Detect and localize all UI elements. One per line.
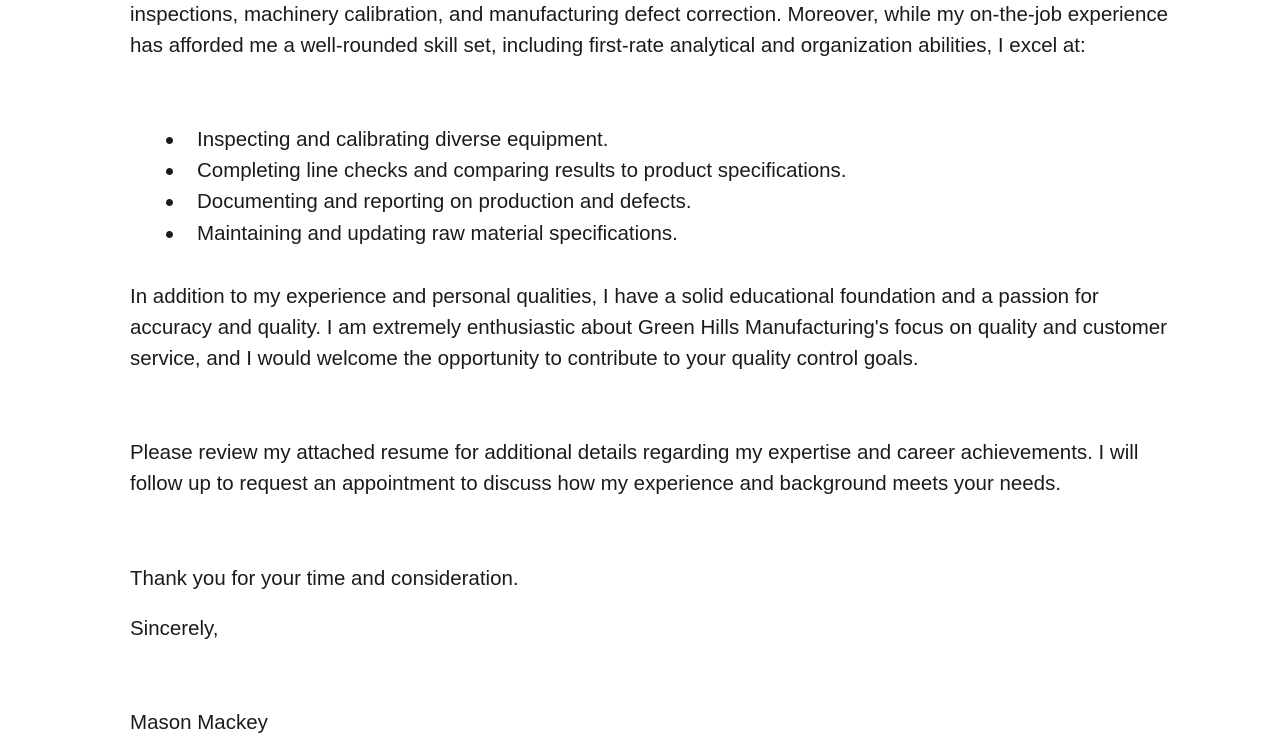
skill-text: Inspecting and calibrating diverse equipment. bbox=[197, 128, 609, 151]
qualifications-paragraph: In addition to my experience and personal qualities, I have a solid educational foundation and a passion for accuracy and quality. I am extremely enthusiastic about Green Hills Manufacturing's focus on quality and customer service, and I would welcome the opportunity to contribute to your quality control goals. bbox=[130, 285, 1168, 371]
skill-item bbox=[130, 186, 1170, 217]
skill-item bbox=[130, 218, 1170, 249]
thanks-line: Thank you for your time and consideration. bbox=[130, 567, 519, 590]
bullet-icon bbox=[166, 137, 173, 144]
bullet-icon bbox=[166, 199, 173, 206]
bullet-icon bbox=[166, 231, 173, 238]
signature-name: Mason Mackey bbox=[130, 711, 268, 734]
closing-line: Sincerely, bbox=[130, 617, 219, 640]
resume-paragraph: Please review my attached resume for additional details regarding my expertise and career achievements. I will follow up to request an appointment to discuss how my experience and background meets your needs. bbox=[130, 441, 1139, 496]
bullet-icon bbox=[166, 168, 173, 175]
opening-paragraph: inspections, machinery calibration, and manufacturing defect correction. Moreover, while my on-the-job experience has afforded me a well-rounded skill set, including first-rate analytical and organization abilities, I excel at: bbox=[130, 3, 1169, 58]
skill-item bbox=[130, 155, 1170, 186]
skills-list bbox=[130, 124, 1170, 249]
skill-text: Documenting and reporting on production and defects. bbox=[197, 190, 692, 214]
skill-text: Maintaining and updating raw material specifications. bbox=[197, 221, 678, 245]
skill-item bbox=[130, 124, 1170, 155]
skill-text: Completing line checks and comparing results to product specifications. bbox=[197, 159, 847, 183]
